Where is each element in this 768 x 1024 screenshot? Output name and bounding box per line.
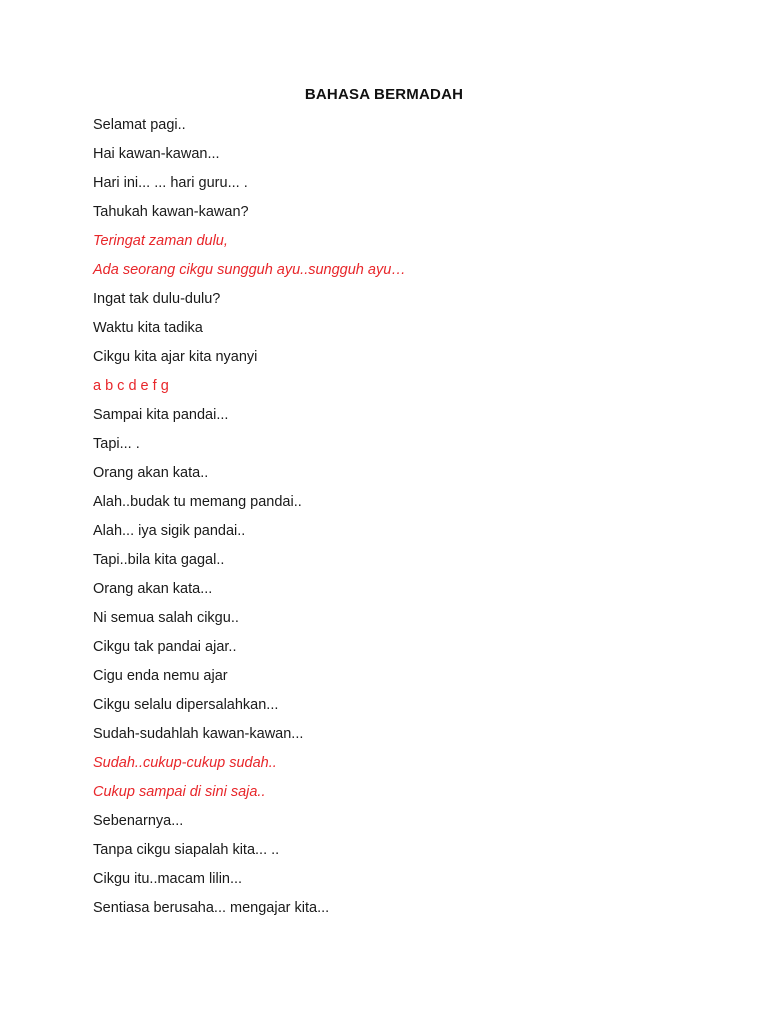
document-title: BAHASA BERMADAH: [304, 86, 464, 103]
poem-line: Tapi..bila kita gagal..: [93, 552, 225, 568]
poem-line: Tahukah kawan-kawan?: [93, 204, 249, 220]
poem-line: Selamat pagi..: [93, 117, 186, 133]
poem-line: Waktu kita tadika: [93, 320, 203, 336]
poem-line: Hai kawan-kawan...: [93, 146, 220, 162]
poem-line: Cikgu kita ajar kita nyanyi: [93, 349, 258, 365]
poem-line: Alah... iya sigik pandai..: [93, 523, 246, 539]
poem-line: Cikgu tak pandai ajar..: [93, 639, 237, 655]
poem-line: Orang akan kata..: [93, 465, 209, 481]
poem-line: Sudah..cukup-cukup sudah..: [93, 755, 277, 771]
poem-line: Alah..budak tu memang pandai..: [93, 494, 302, 510]
poem-line: Sampai kita pandai...: [93, 407, 229, 423]
poem-line: Tapi... .: [93, 436, 140, 452]
poem-line: Tanpa cikgu siapalah kita... ..: [93, 842, 280, 858]
poem-line: Ingat tak dulu-dulu?: [93, 291, 221, 307]
poem-line: Sentiasa berusaha... mengajar kita...: [93, 900, 330, 916]
poem-line: Hari ini... ... hari guru... .: [93, 175, 248, 191]
poem-line: Ada seorang cikgu sungguh ayu..sungguh ayu…: [93, 262, 406, 278]
poem-line: Ni semua salah cikgu..: [93, 610, 239, 626]
poem-lines: [93, 115, 406, 927]
poem-line: Cukup sampai di sini saja..: [93, 784, 266, 800]
poem-line: Sudah-sudahlah kawan-kawan...: [93, 726, 304, 742]
poem-line: a b c d e f g: [93, 378, 169, 394]
poem-line: Cikgu selalu dipersalahkan...: [93, 697, 279, 713]
poem-line: Orang akan kata...: [93, 581, 213, 597]
poem-line: Cikgu itu..macam lilin...: [93, 871, 243, 887]
poem-line: Sebenarnya...: [93, 813, 184, 829]
poem-line: Teringat zaman dulu,: [93, 233, 228, 249]
poem-line: Cigu enda nemu ajar: [93, 668, 228, 684]
